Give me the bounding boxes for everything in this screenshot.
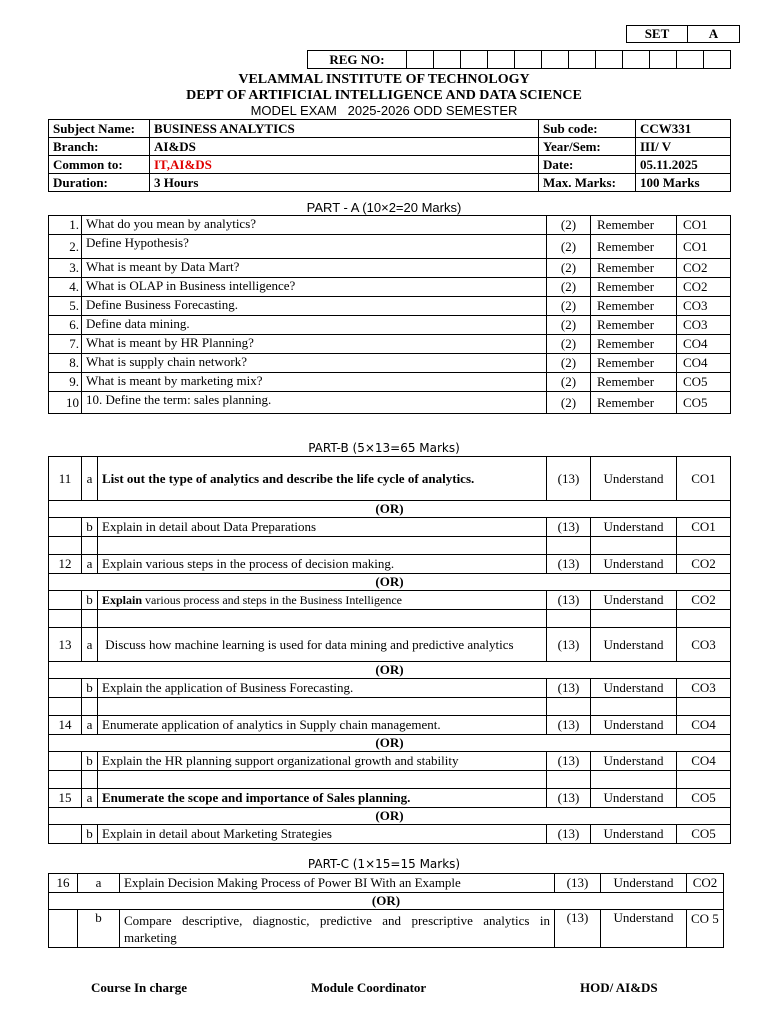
or-separator: (OR) [49,735,731,752]
question-number: 13 [49,628,82,662]
question-level: Understand [591,752,677,771]
question-number: 16 [49,874,78,893]
question-row-13a [49,628,731,662]
question-marks: (2) [547,297,591,316]
question-text: Discuss how machine learning is used for data mining and predictive analytics [98,628,547,662]
question-co: CO2 [677,278,731,297]
question-co: CO3 [677,628,731,662]
question-level: Understand [601,910,687,948]
question-sub: a [82,789,98,808]
question-number: 8. [49,354,82,373]
subject-value: BUSINESS ANALYTICS [150,120,539,138]
question-level: Understand [591,628,677,662]
question-marks: (13) [555,874,601,893]
question-text: Define Business Forecasting. [82,297,547,316]
question-sub: a [82,628,98,662]
question-row [49,278,731,297]
question-level: Understand [591,457,677,501]
question-row-11b [49,518,731,537]
question-text: Explain Decision Making Process of Power BI With an Example [120,874,555,893]
or-separator: (OR) [49,574,731,591]
question-marks: (13) [547,555,591,574]
question-row [49,354,731,373]
question-row [49,297,731,316]
question-sub: b [82,825,98,844]
question-level: Remember [591,316,677,335]
reg-digit-box[interactable] [434,51,461,69]
question-co: CO 5 [687,910,724,948]
question-marks: (13) [547,628,591,662]
question-level: Remember [591,259,677,278]
question-level: Understand [591,518,677,537]
question-text: Explain in detail about Data Preparations [98,518,547,537]
question-row-12a [49,555,731,574]
date-value: 05.11.2025 [636,156,731,174]
or-separator: (OR) [49,808,731,825]
question-co: CO5 [677,789,731,808]
question-marks: (2) [547,216,591,235]
question-co: CO2 [677,259,731,278]
question-row [49,216,731,235]
question-co: CO5 [677,392,731,414]
reg-no-label: REG NO: [308,51,407,69]
question-marks: (2) [547,316,591,335]
reg-digit-box[interactable] [677,51,704,69]
question-row-11a [49,457,731,501]
question-number: 9. [49,373,82,392]
question-sub: b [82,591,98,610]
subcode-label: Sub code: [539,120,636,138]
question-marks: (2) [547,259,591,278]
question-level: Remember [591,354,677,373]
exam-title: MODEL EXAM 2025-2026 ODD SEMESTER [250,103,518,118]
question-marks: (2) [547,278,591,297]
yearsem-label: Year/Sem: [539,138,636,156]
question-sub: b [82,679,98,698]
question-co: CO1 [677,457,731,501]
or-separator: (OR) [49,662,731,679]
subject-label: Subject Name: [49,120,150,138]
question-level: Remember [591,235,677,259]
course-incharge-signature: Course In charge [91,980,188,995]
reg-digit-box[interactable] [542,51,569,69]
question-marks: (13) [547,789,591,808]
question-co: CO1 [677,216,731,235]
question-marks: (13) [547,825,591,844]
question-row [49,259,731,278]
question-level: Understand [591,679,677,698]
question-text: Define data mining. [82,316,547,335]
question-row [49,235,731,259]
question-number: 14 [49,716,82,735]
question-marks: (2) [547,335,591,354]
question-marks: (13) [555,910,601,948]
question-number: 6. [49,316,82,335]
question-level: Understand [601,874,687,893]
question-co: CO2 [677,555,731,574]
question-level: Understand [591,789,677,808]
department-name: DEPT OF ARTIFICIAL INTELLIGENCE AND DATA SCIENCE [186,88,582,103]
question-level: Remember [591,373,677,392]
branch-value: AI&DS [150,138,539,156]
question-co: CO4 [677,335,731,354]
question-marks: (2) [547,373,591,392]
question-marks: (2) [547,354,591,373]
institute-name: VELAMMAL INSTITUTE OF TECHNOLOGY [238,72,530,87]
part-b-title: PART-B (5×13=65 Marks) [308,441,460,455]
question-row-14b [49,752,731,771]
reg-digit-box[interactable] [596,51,623,69]
question-number: 15 [49,789,82,808]
question-marks: (13) [547,679,591,698]
question-text: What is OLAP in Business intelligence? [82,278,547,297]
question-text-bold: Explain [102,592,143,607]
part-a-table [48,215,731,414]
question-co: CO2 [687,874,724,893]
question-co: CO4 [677,354,731,373]
reg-digit-box[interactable] [650,51,677,69]
question-sub: a [82,716,98,735]
question-co: CO3 [677,679,731,698]
question-row-15a [49,789,731,808]
question-marks: (13) [547,591,591,610]
question-marks: (13) [547,518,591,537]
question-text: Enumerate the scope and importance of Sales planning. [98,789,547,808]
reg-digit-box[interactable] [515,51,542,69]
question-text: Explain in detail about Marketing Strategies [98,825,547,844]
question-text: What is meant by Data Mart? [82,259,547,278]
reg-digit-box[interactable] [623,51,650,69]
question-text: What is supply chain network? [82,354,547,373]
question-sub: a [82,555,98,574]
question-level: Understand [591,591,677,610]
question-text: Explain various steps in the process of decision making. [98,555,547,574]
question-sub: b [82,752,98,771]
question-co: CO5 [677,825,731,844]
question-row [49,392,731,414]
question-co: CO1 [677,235,731,259]
part-c-table [48,873,724,948]
question-sub: a [78,874,120,893]
subcode-value: CCW331 [636,120,731,138]
branch-label: Branch: [49,138,150,156]
question-number: 10 [49,392,82,414]
question-level: Remember [591,297,677,316]
reg-digit-box[interactable] [569,51,596,69]
question-marks: (13) [547,752,591,771]
question-co: CO4 [677,716,731,735]
maxmarks-label: Max. Marks: [539,174,636,192]
exam-info-table [48,119,731,192]
question-level: Remember [591,392,677,414]
question-marks: (2) [547,235,591,259]
question-row-16b [49,910,724,948]
question-co: CO4 [677,752,731,771]
question-number: 7. [49,335,82,354]
part-a-title: PART - A (10×2=20 Marks) [306,200,462,215]
hod-signature: HOD/ AI&DS [580,980,658,995]
question-co: CO2 [677,591,731,610]
question-sub: a [82,457,98,501]
set-box [626,25,740,43]
question-text-rest: various process and steps in the Business Intelligence [142,592,402,607]
question-text: 10. Define the term: sales planning. [82,392,547,414]
maxmarks-value: 100 Marks [636,174,731,192]
question-co: CO3 [677,297,731,316]
part-b-table [48,456,731,844]
question-text: Define Hypothesis? [82,235,547,259]
question-text: What is meant by marketing mix? [82,373,547,392]
question-row-15b [49,825,731,844]
question-number: 1. [49,216,82,235]
set-value: A [688,26,740,43]
yearsem-value: III/ V [636,138,731,156]
question-number: 4. [49,278,82,297]
question-marks: (13) [547,457,591,501]
question-row-12b [49,591,731,610]
question-sub: b [78,910,120,948]
or-separator: (OR) [49,501,731,518]
question-row-16a [49,874,724,893]
question-number: 2. [49,235,82,259]
question-level: Remember [591,278,677,297]
common-value: IT,AI&DS [150,156,539,174]
question-text: What do you mean by analytics? [82,216,547,235]
question-row [49,335,731,354]
reg-no-box [307,50,731,69]
reg-digit-box[interactable] [407,51,434,69]
question-number: 11 [49,457,82,501]
question-row-14a [49,716,731,735]
question-level: Remember [591,335,677,354]
question-sub: b [82,518,98,537]
question-level: Understand [591,716,677,735]
question-number: 12 [49,555,82,574]
question-marks: (2) [547,392,591,414]
reg-digit-box[interactable] [488,51,515,69]
question-row-13b [49,679,731,698]
duration-label: Duration: [49,174,150,192]
question-marks: (13) [547,716,591,735]
question-number: 3. [49,259,82,278]
common-label: Common to: [49,156,150,174]
module-coordinator-signature: Module Coordinator [311,980,427,995]
question-level: Remember [591,216,677,235]
question-text: Explain the application of Business Forecasting. [98,679,547,698]
question-level: Understand [591,555,677,574]
question-text: List out the type of analytics and describe the life cycle of analytics. [98,457,547,501]
question-text: Compare descriptive, diagnostic, predictive and prescriptive analytics in marketing [120,910,555,948]
question-row [49,373,731,392]
question-text: What is meant by HR Planning? [82,335,547,354]
question-row [49,316,731,335]
question-text: Explain the HR planning support organizational growth and stability [98,752,547,771]
reg-digit-box[interactable] [461,51,488,69]
question-co: CO5 [677,373,731,392]
part-c-title: PART-C (1×15=15 Marks) [307,857,461,871]
duration-value: 3 Hours [150,174,539,192]
date-label: Date: [539,156,636,174]
question-text [98,591,547,610]
question-level: Understand [591,825,677,844]
question-co: CO3 [677,316,731,335]
question-text: Enumerate application of analytics in Supply chain management. [98,716,547,735]
question-co: CO1 [677,518,731,537]
set-label: SET [627,26,688,43]
question-number: 5. [49,297,82,316]
reg-digit-box[interactable] [704,51,731,69]
or-separator: (OR) [49,893,724,910]
